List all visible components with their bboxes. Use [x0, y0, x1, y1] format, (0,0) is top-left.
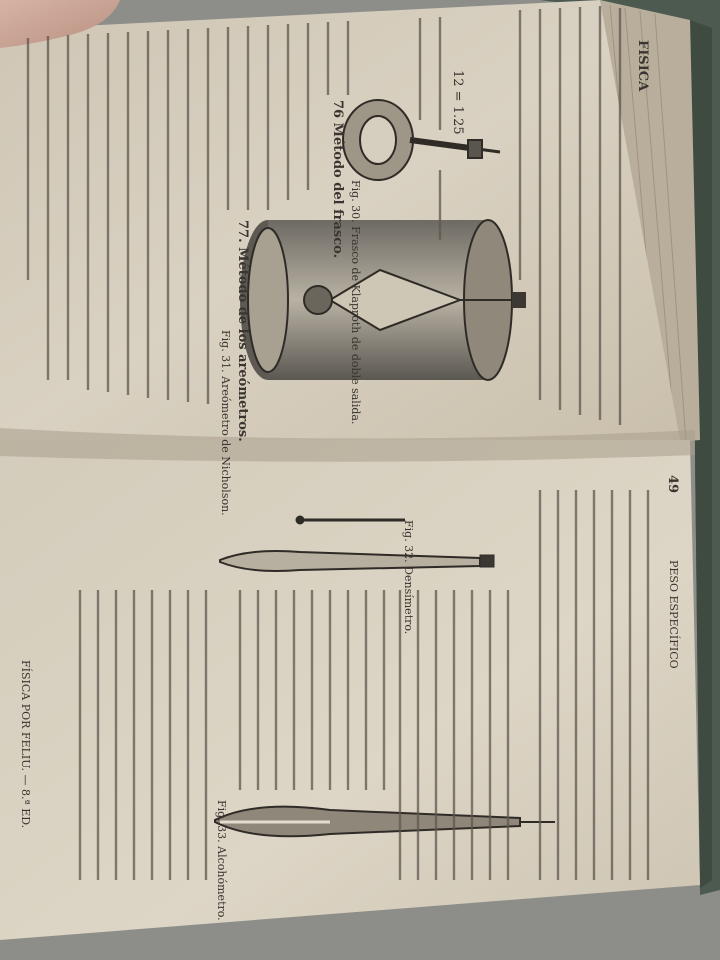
upper-running-head: FISICA [635, 40, 650, 92]
upper-formula: 12 = 1.25 [450, 70, 465, 135]
heading-76: 76 Método del frasco. [330, 100, 345, 259]
lower-footer: FÍSICA POR FELIU. — 8.ª ED. [19, 660, 32, 829]
caption-fig-30: Fig. 30. Frasco de Klaproth de doble salida. [349, 180, 362, 425]
heading-77: 77. Método de los areómetros. [235, 220, 250, 442]
figure-31-nicholson-areometer-illustration [240, 220, 526, 380]
lower-page-number: 49 [665, 475, 680, 494]
lower-running-head: PESO ESPECÍFICO [667, 560, 680, 669]
caption-fig-31: Fig. 31. Areómetro de Nicholson. [219, 330, 232, 516]
caption-fig-33: Fig. 33. Alcohómetro. [215, 800, 228, 921]
caption-fig-32: Fig. 32. Densímetro. [402, 520, 415, 635]
